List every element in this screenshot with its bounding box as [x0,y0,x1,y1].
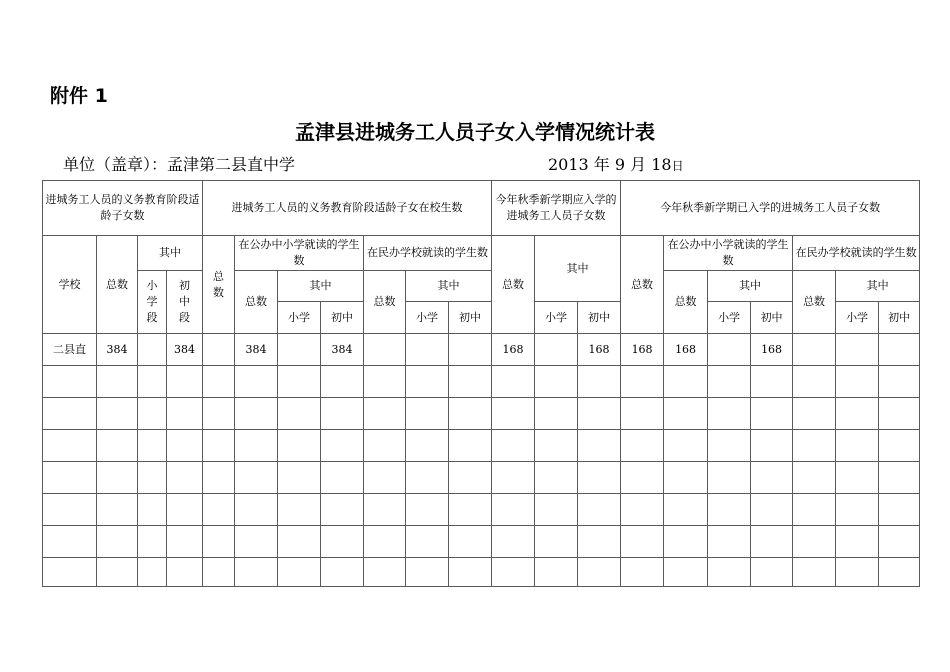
table-cell [664,526,708,558]
table-cell [203,430,235,462]
table-cell [621,398,664,430]
header-group-enrolled-new: 今年秋季新学期已入学的进城务工人员子女数 [621,181,920,236]
table-cell [203,334,235,366]
table-cell [578,462,621,494]
table-cell [406,334,449,366]
table-cell [664,462,708,494]
table-cell [708,558,751,587]
table-cell [578,366,621,398]
table-cell [793,558,836,587]
table-cell [167,494,203,526]
table-cell [664,558,708,587]
header-among: 其中 [138,236,203,271]
table-cell [364,366,406,398]
header-public-school: 在公办中小学就读的学生数 [235,236,364,271]
table-cell [751,558,793,587]
table-row [43,366,920,398]
header-among: 其中 [535,236,621,302]
header-junior-segment: 初中段 [167,271,203,334]
header-row-group [43,181,920,236]
table-cell [138,462,167,494]
header-group-should-enroll: 今年秋季新学期应入学的进城务工人员子女数 [492,181,621,236]
table-cell [97,398,138,430]
table-cell [138,494,167,526]
date-line [548,152,684,175]
table-cell [664,398,708,430]
date-main: 2013 年 9 月 18 [548,155,672,174]
table-cell [364,494,406,526]
table-cell [879,398,920,430]
table-cell [535,558,578,587]
table-cell [708,430,751,462]
header-among: 其中 [406,271,492,302]
header-total: 总数 [492,236,535,334]
table-cell [364,430,406,462]
table-cell [879,558,920,587]
table-cell [836,558,879,587]
header-primary: 小学 [535,302,578,334]
table-cell [43,462,97,494]
table-cell [138,334,167,366]
table-cell [449,494,492,526]
table-cell [751,526,793,558]
table-cell [321,462,364,494]
table-cell [364,558,406,587]
table-cell: 384 [321,334,364,366]
table-cell [449,334,492,366]
table-cell [449,430,492,462]
table-cell [751,494,793,526]
header-total: 总数 [793,271,836,334]
table-cell [836,366,879,398]
table-cell [321,430,364,462]
table-cell [535,366,578,398]
header-total: 总数 [364,271,406,334]
table-cell [535,430,578,462]
table-cell [621,366,664,398]
header-total: 总数 [621,236,664,334]
header-junior: 初中 [578,302,621,334]
table-cell [449,366,492,398]
table-cell [167,526,203,558]
header-primary: 小学 [406,302,449,334]
table-cell [97,494,138,526]
table-cell [664,430,708,462]
table-cell: 168 [492,334,535,366]
table-cell: 384 [97,334,138,366]
table-cell [97,526,138,558]
table-cell [793,526,836,558]
table-row [43,462,920,494]
table-cell [751,366,793,398]
header-among: 其中 [836,271,920,302]
table-cell [43,398,97,430]
table-cell [578,398,621,430]
table-row [43,430,920,462]
table-cell: 二县直 [43,334,97,366]
annex-label: 附件 1 [50,85,108,107]
table-cell [278,398,321,430]
table-cell [708,398,751,430]
table-cell [879,366,920,398]
header-junior: 初中 [751,302,793,334]
table-cell [836,398,879,430]
table-cell [879,526,920,558]
table-cell [138,430,167,462]
table-cell [578,494,621,526]
table-cell [793,398,836,430]
header-private-school: 在民办学校就读的学生数 [793,236,920,271]
table-cell [449,558,492,587]
table-cell [406,526,449,558]
header-junior: 初中 [879,302,920,334]
table-cell [43,366,97,398]
table-cell [621,462,664,494]
table-cell [449,526,492,558]
table-cell [235,526,278,558]
table-cell [167,366,203,398]
table-cell: 168 [578,334,621,366]
table-cell [406,558,449,587]
table-cell: 384 [167,334,203,366]
table-cell [492,462,535,494]
table-cell [406,366,449,398]
table-cell [836,430,879,462]
table-cell [449,462,492,494]
table-cell [364,398,406,430]
table-cell [879,462,920,494]
table-cell [621,494,664,526]
table-cell [664,494,708,526]
header-among: 其中 [278,271,364,302]
header-primary: 小学 [278,302,321,334]
table-cell [793,430,836,462]
table-cell [708,462,751,494]
table-cell [793,334,836,366]
table-cell [793,462,836,494]
table-cell [321,398,364,430]
table-cell [492,430,535,462]
table-cell [621,430,664,462]
table-cell [278,494,321,526]
table-cell: 384 [235,334,278,366]
table-cell [203,366,235,398]
table-cell [321,558,364,587]
table-cell: 168 [664,334,708,366]
table-cell [278,526,321,558]
table-cell [492,558,535,587]
header-row-2 [43,236,920,271]
table-cell [578,430,621,462]
table-cell [235,494,278,526]
table-cell [167,398,203,430]
table-cell [43,526,97,558]
table-cell [43,494,97,526]
table-cell [708,494,751,526]
header-junior: 初中 [449,302,492,334]
table-cell [138,558,167,587]
document-title: 孟津县进城务工人员子女入学情况统计表 [295,120,655,144]
table-cell [879,334,920,366]
table-cell [235,558,278,587]
table-cell [449,398,492,430]
header-total: 总数 [235,271,278,334]
table-cell [793,494,836,526]
table-cell [364,526,406,558]
header-total: 总数 [664,271,708,334]
header-public-school: 在公办中小学就读的学生数 [664,236,793,271]
unit-line: 单位（盖章）：孟津第二县直中学 [63,155,296,174]
table-row [43,398,920,430]
table-cell [138,366,167,398]
table-cell [492,526,535,558]
header-among: 其中 [708,271,793,302]
table-cell [235,398,278,430]
date-suffix: 日 [671,159,684,173]
table-cell: 168 [621,334,664,366]
table-cell [203,558,235,587]
table-cell [203,398,235,430]
table-cell [793,366,836,398]
table-cell [492,494,535,526]
table-cell [97,366,138,398]
table-cell [278,366,321,398]
table-cell [406,398,449,430]
table-cell [138,398,167,430]
table-cell [879,430,920,462]
header-group-enrolled: 进城务工人员的义务教育阶段适龄子女在校生数 [203,181,492,236]
table-row [43,558,920,587]
header-row-3 [43,271,920,302]
table-body [43,334,920,587]
table-cell [167,558,203,587]
table-cell [578,558,621,587]
table-cell [321,366,364,398]
table-cell [836,334,879,366]
table-cell [406,462,449,494]
header-primary: 小学 [836,302,879,334]
table-cell [535,398,578,430]
table-cell [278,430,321,462]
table-cell [97,430,138,462]
table-cell [235,462,278,494]
table-cell [138,526,167,558]
header-private-school: 在民办学校就读的学生数 [364,236,492,271]
table-cell [97,462,138,494]
table-cell [578,526,621,558]
table-cell [664,366,708,398]
table-cell [43,430,97,462]
table-cell [836,462,879,494]
table-cell [278,334,321,366]
header-primary: 小学 [708,302,751,334]
statistics-table [42,180,920,587]
table-cell [879,494,920,526]
header-group-age-eligible: 进城务工人员的义务教育阶段适龄子女数 [43,181,203,236]
table-cell [708,334,751,366]
table-cell [43,558,97,587]
table-cell [535,462,578,494]
table-cell [321,526,364,558]
table-cell [751,462,793,494]
table-cell [278,462,321,494]
table-cell [621,526,664,558]
table-cell [235,366,278,398]
table-cell [621,558,664,587]
table-cell [364,462,406,494]
header-total-vertical: 总数 [203,236,235,334]
table-cell [406,430,449,462]
table-cell [751,430,793,462]
table-cell [535,334,578,366]
table-cell [203,462,235,494]
table-cell [535,526,578,558]
table-cell [406,494,449,526]
table-cell [364,334,406,366]
table-cell [321,494,364,526]
table-cell [203,494,235,526]
table-row [43,334,920,366]
table-row [43,494,920,526]
table-cell: 168 [751,334,793,366]
table-row [43,526,920,558]
header-school: 学校 [43,236,97,334]
table-cell [492,398,535,430]
table-cell [97,558,138,587]
table-cell [492,366,535,398]
table-cell [708,526,751,558]
header-total: 总数 [97,236,138,334]
table-cell [235,430,278,462]
table-cell [751,398,793,430]
table-cell [167,430,203,462]
table-cell [836,494,879,526]
header-junior: 初中 [321,302,364,334]
table-cell [535,494,578,526]
table-cell [203,526,235,558]
table-cell [278,558,321,587]
table-cell [836,526,879,558]
table-cell [167,462,203,494]
header-primary-segment: 小学段 [138,271,167,334]
table-cell [708,366,751,398]
